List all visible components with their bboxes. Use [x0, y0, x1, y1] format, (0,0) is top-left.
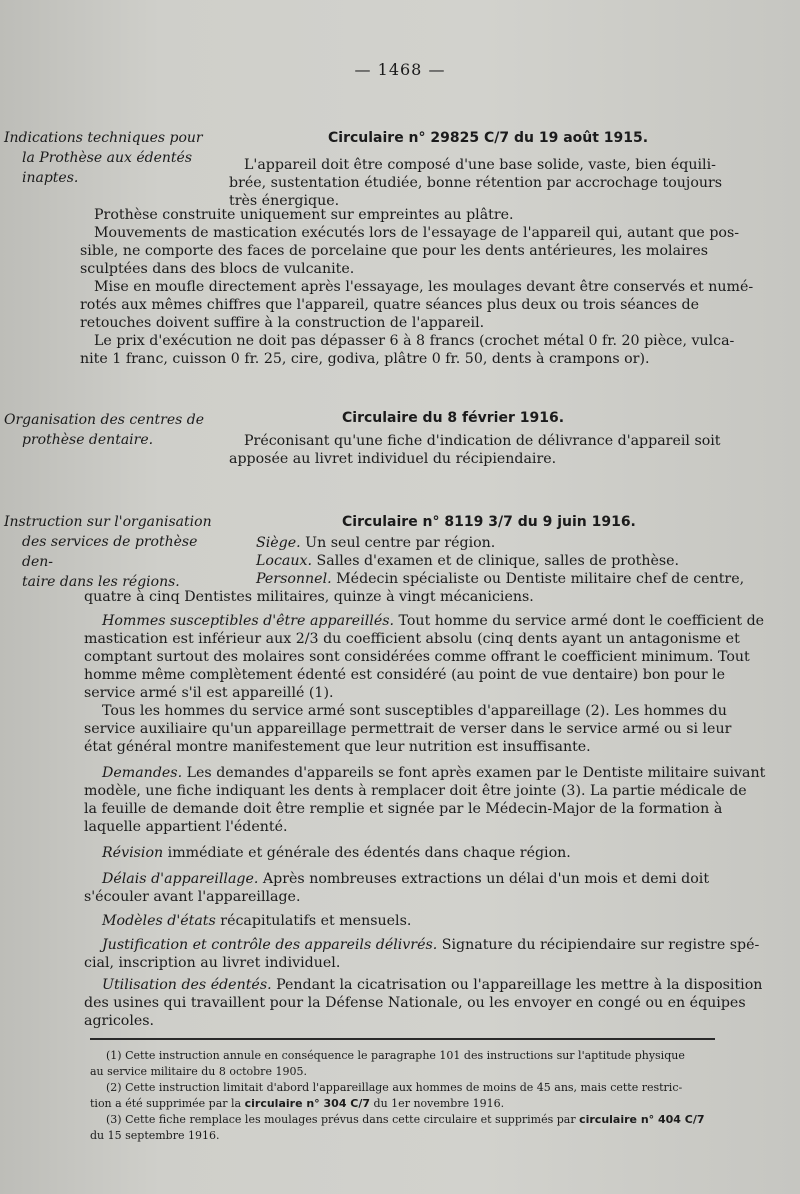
text-line: [102, 702, 727, 721]
text-line: rotés aux mêmes chiffres que l'appareil, quatre séances plus deux ou trois séances de: [80, 297, 699, 313]
text-line: sculptées dans des blocs de vulcanite.: [80, 261, 355, 277]
run: service auxiliaire qu'un appareillage permettrait de verser dans le service armé ou si leur: [84, 721, 732, 737]
footnote-line: [90, 1064, 307, 1079]
run-italic: Modèles d'états: [102, 913, 216, 929]
text-line: [102, 976, 762, 995]
footnote-line: [90, 1128, 219, 1143]
text-line: [102, 844, 571, 863]
run-bold: circulaire n° 304 C/7: [244, 1097, 371, 1110]
text-line: [84, 630, 740, 649]
margin-note-line: inaptes.: [22, 170, 79, 186]
footnote-divider: [90, 1038, 715, 1040]
text-line: nite 1 franc, cuisson 0 fr. 25, cire, godiva, plâtre 0 fr. 50, dents à crampons or).: [80, 351, 650, 367]
run: laquelle appartient l'édenté.: [84, 819, 288, 835]
run: (1) Cette instruction annule en conséquence le paragraphe 101 des instructions sur l'aptitude physique: [106, 1049, 685, 1062]
margin-note-line: prothèse dentaire.: [22, 432, 154, 448]
text-line: Prothèse construite uniquement sur empreintes au plâtre.: [94, 207, 514, 223]
run: état général montre manifestement que leur nutrition est insuffisante.: [84, 739, 591, 755]
run: Les demandes d'appareils se font après examen par le Dentiste militaire suivant: [182, 765, 766, 781]
text-line: [102, 612, 764, 631]
footnote-line: [106, 1080, 682, 1095]
run: modèle, une fiche indiquant les dents à remplacer doit être jointe (3). La partie médicale de: [84, 783, 747, 799]
run: du 1er novembre 1916.: [370, 1097, 505, 1110]
margin-note-line: Instruction sur l'organisation: [4, 514, 212, 530]
text-line: [84, 648, 750, 667]
run: la feuille de demande doit être remplie et signée par le Médecin-Major de la formation à: [84, 801, 723, 817]
circular-title-2: Circulaire du 8 février 1916.: [342, 410, 565, 426]
text-line: [84, 800, 722, 819]
run-italic: Utilisation des édentés.: [102, 977, 272, 993]
run: comptant surtout des molaires sont considérées comme offrant le coefficient minimum. Tout: [84, 649, 750, 665]
run: récapitulatifs et mensuels.: [215, 913, 412, 929]
run: Après nombreuses extractions un délai d'un mois et demi doit: [258, 871, 710, 887]
run: cial, inscription au livret individuel.: [84, 955, 341, 971]
text-line: [84, 666, 725, 685]
text-line: Le prix d'exécution ne doit pas dépasser 6 à 8 francs (crochet métal 0 fr. 20 pièce, vulca-: [94, 333, 735, 349]
text-line: Préconisant qu'une fiche d'indication de délivrance d'appareil soit: [244, 433, 721, 449]
run-italic: Siège.: [256, 535, 301, 551]
text-line: Mise en moufle directement après l'essayage, les moulages devant être conservés et numé-: [94, 279, 754, 295]
run-italic: Demandes.: [102, 765, 183, 781]
text-line: apposée au livret individuel du récipiendaire.: [229, 451, 557, 467]
run: (3) Cette fiche remplace les moulages prévus dans cette circulaire et supprimés par: [106, 1113, 580, 1126]
run: agricoles.: [84, 1013, 155, 1029]
text-line: [102, 870, 709, 889]
run: quatre à cinq Dentistes militaires, quinze à vingt mécaniciens.: [84, 589, 534, 605]
run: Médecin spécialiste ou Dentiste militaire chef de centre,: [331, 571, 745, 587]
run: Pendant la cicatrisation ou l'appareillage les mettre à la disposition: [271, 977, 763, 993]
text-line: [102, 912, 411, 931]
run: (2) Cette instruction limitait d'abord l'appareillage aux hommes de moins de 45 ans, mais cette restric-: [106, 1081, 683, 1094]
text-line: [84, 888, 300, 907]
run-italic: Justification et contrôle des appareils délivrés.: [102, 937, 438, 953]
run: des usines qui travaillent pour la Défense Nationale, ou les envoyer en congé ou en équipes: [84, 995, 746, 1011]
text-line: [84, 1012, 154, 1031]
circular-title-3: Circulaire n° 8119 3/7 du 9 juin 1916.: [342, 514, 636, 530]
run: service armé s'il est appareillé (1).: [84, 685, 334, 701]
footnote-line: [90, 1096, 504, 1111]
run-italic: Révision: [102, 845, 164, 861]
text-line: très énergique.: [229, 193, 340, 209]
circular-title-1: Circulaire n° 29825 C/7 du 19 août 1915.: [328, 130, 649, 146]
text-line: sible, ne comporte des faces de porcelaine que pour les dents antérieures, les molaires: [80, 243, 709, 259]
run: Tout homme du service armé dont le coefficient de: [394, 613, 765, 629]
margin-note-line: la Prothèse aux édentés: [22, 150, 193, 166]
text-line: [84, 994, 746, 1013]
margin-note-line: Organisation des centres de: [4, 412, 205, 428]
run: Signature du récipiendaire sur registre spé-: [437, 937, 760, 953]
text-line: [256, 570, 744, 589]
run-italic: Personnel.: [256, 571, 332, 587]
run: mastication est inférieur aux 2/3 du coefficient absolu (cinq dents ayant un antagonisme et: [84, 631, 740, 647]
footnote-line: [106, 1112, 705, 1127]
run: du 15 septembre 1916.: [90, 1129, 220, 1142]
page-number: — 1468 —: [354, 60, 446, 79]
margin-note-2: [4, 410, 219, 450]
run: tion a été supprimée par la: [90, 1097, 245, 1110]
text-line: brée, sustentation étudiée, bonne rétention par accrochage toujours: [229, 175, 723, 191]
margin-note-1: [4, 128, 219, 188]
text-line: [84, 818, 288, 837]
run-italic: Délais d'appareillage.: [102, 871, 259, 887]
text-line: [84, 684, 334, 703]
margin-note-line: Indications techniques pour: [4, 130, 203, 146]
run: Salles d'examen et de clinique, salles de prothèse.: [312, 553, 680, 569]
run: s'écouler avant l'appareillage.: [84, 889, 301, 905]
text-line: [84, 720, 731, 739]
text-line: [102, 936, 759, 955]
margin-note-3: [4, 512, 219, 592]
text-line: [84, 782, 747, 801]
text-line: [256, 552, 679, 571]
run-italic: Hommes susceptibles d'être appareillés.: [102, 613, 395, 629]
text-line: [102, 764, 765, 783]
text-line: [84, 954, 340, 973]
run: Un seul centre par région.: [300, 535, 496, 551]
margin-note-line: taire dans les régions.: [22, 574, 180, 590]
footnote-line: [106, 1048, 685, 1063]
text-line: Mouvements de mastication exécutés lors de l'essayage de l'appareil qui, autant que pos-: [94, 225, 740, 241]
run-italic: Locaux.: [256, 553, 313, 569]
run-bold: circulaire n° 404 C/7: [579, 1113, 705, 1126]
run: Tous les hommes du service armé sont susceptibles d'appareillage (2). Les hommes du: [102, 703, 727, 719]
run: immédiate et générale des édentés dans chaque région.: [163, 845, 571, 861]
text-line: retouches doivent suffire à la construction de l'appareil.: [80, 315, 485, 331]
text-line: [84, 738, 591, 757]
run: homme même complètement édenté est considéré (au point de vue dentaire) bon pour le: [84, 667, 726, 683]
text-line: [84, 588, 534, 607]
run: au service militaire du 8 octobre 1905.: [90, 1065, 307, 1078]
text-line: [256, 534, 495, 553]
text-line: L'appareil doit être composé d'une base solide, vaste, bien équili-: [244, 157, 716, 173]
margin-note-line: des services de prothèse den-: [22, 534, 198, 570]
